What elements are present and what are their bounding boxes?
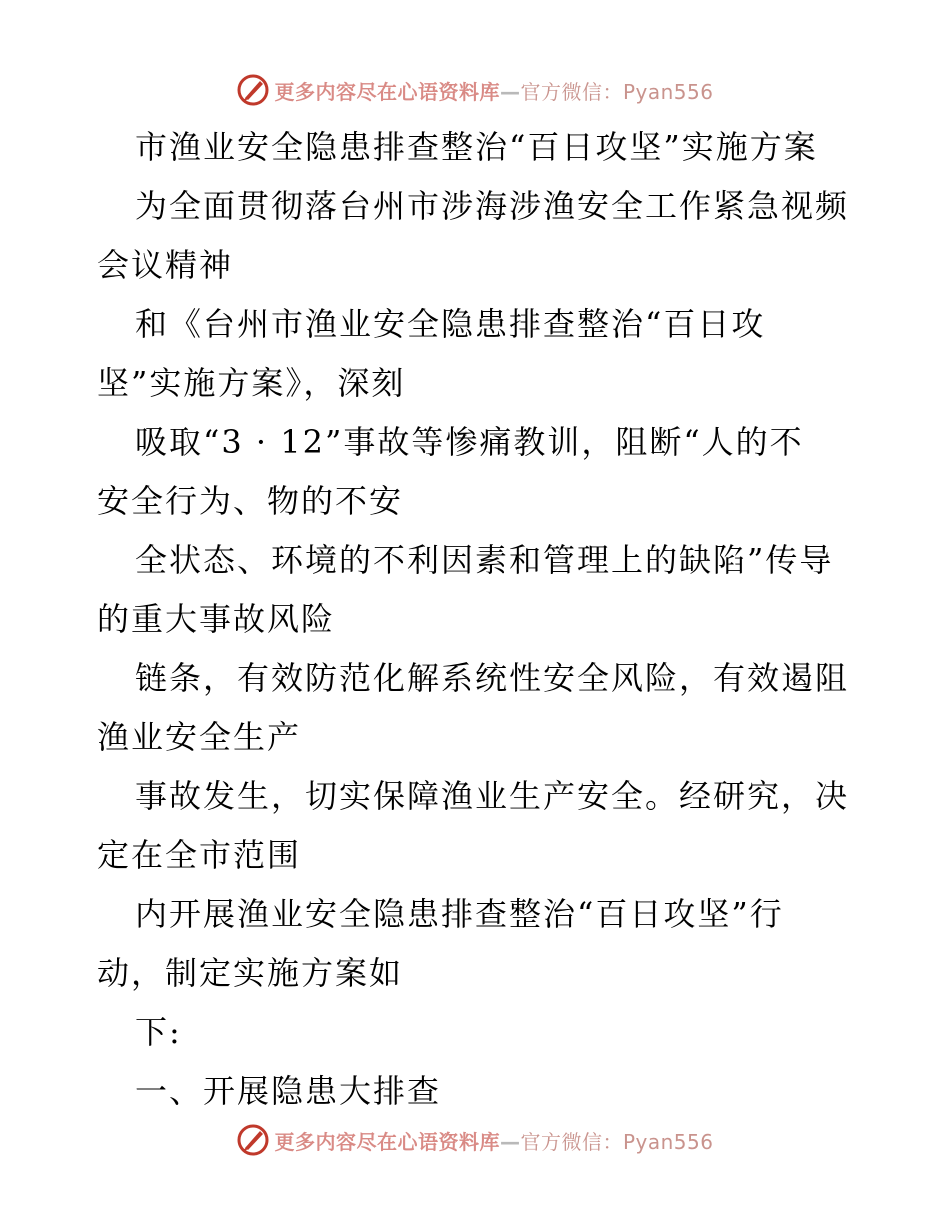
section-heading: 一、开展隐患大排查 [135, 1072, 442, 1110]
paragraph-line: 下: [135, 1013, 182, 1051]
watermark-contact: 官方微信：Pyan556 [520, 79, 714, 104]
watermark-header [0, 70, 950, 110]
paragraph-line: 会议精神 [97, 246, 234, 284]
paragraph-line: 为全面贯彻落台州市涉海涉渔安全工作紧急视频 [135, 187, 850, 225]
paragraph-line: 定在全市范围 [97, 836, 302, 874]
document-title: 市渔业安全隐患排查整治“百日攻坚”实施方案 [135, 128, 818, 166]
paragraph-line: 坚”实施方案》，深刻 [97, 364, 406, 402]
paragraph-line: 吸取“3 · 12”事故等惨痛教训，阻断“人的不 [135, 423, 804, 461]
paragraph-line: 内开展渔业安全隐患排查整治“百日攻坚”行 [135, 895, 784, 933]
watermark-footer [0, 1120, 950, 1160]
watermark-brand: 更多内容尽在心语资料库 [274, 1129, 500, 1154]
watermark-separator: — [499, 1129, 521, 1154]
quill-logo-icon [236, 1123, 270, 1157]
paragraph-line: 事故发生，切实保障渔业生产安全。经研究，决 [135, 777, 850, 815]
paragraph-line: 渔业安全生产 [97, 718, 302, 756]
paragraph-line: 安全行为、物的不安 [97, 482, 404, 520]
document-body [97, 118, 857, 1121]
paragraph-line: 动，制定实施方案如 [97, 954, 404, 992]
quill-logo-icon [236, 73, 270, 107]
paragraph-line: 链条，有效防范化解系统性安全风险，有效遏阻 [135, 659, 850, 697]
watermark-brand: 更多内容尽在心语资料库 [274, 79, 500, 104]
paragraph-line: 和《台州市渔业安全隐患排查整治“百日攻 [135, 305, 766, 343]
watermark-contact: 官方微信：Pyan556 [520, 1129, 714, 1154]
paragraph-line: 全状态、环境的不利因素和管理上的缺陷”传导 [135, 541, 834, 579]
watermark-separator: — [499, 79, 521, 104]
paragraph-line: 的重大事故风险 [97, 600, 336, 638]
